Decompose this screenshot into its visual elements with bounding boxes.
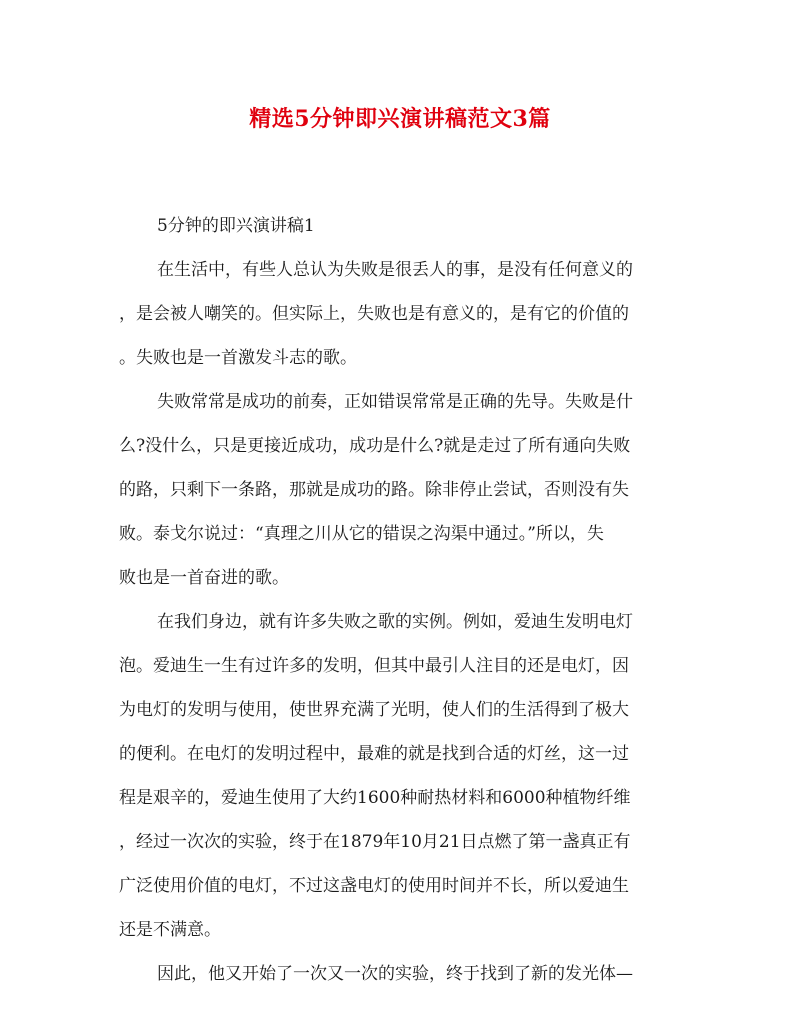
paragraph-line: 。失败也是一首激发斗志的歌。: [119, 348, 357, 368]
paragraph-line: ，经过一次次的实验，终于在1879年10月21日点燃了第一盏真正有: [119, 832, 631, 852]
paragraph-line: 的路，只剩下一条路，那就是成功的路。除非停止尝试，否则没有失: [119, 480, 629, 500]
paragraph-line: 程是艰辛的，爱迪生使用了大约1600种耐热材料和6000种植物纤维: [119, 788, 631, 808]
paragraph-line: 在生活中，有些人总认为失败是很丢人的事，是没有任何意义的: [157, 260, 633, 280]
paragraph-line: 泡。爱迪生一生有过许多的发明，但其中最引人注目的还是电灯，因: [119, 656, 629, 676]
paragraph-line: 因此，他又开始了一次又一次的实验，终于找到了新的发光体—: [157, 964, 633, 984]
paragraph-line: 么?没什么，只是更接近成功，成功是什么?就是走过了所有通向失败: [119, 436, 631, 456]
paragraph-line: 失败常常是成功的前奏，正如错误常常是正确的先导。失败是什: [157, 392, 633, 412]
paragraph-line: 败。泰戈尔说过：“真理之川从它的错误之沟渠中通过。”所以，失: [119, 524, 604, 544]
paragraph-line: 的便利。在电灯的发明过程中，最难的就是找到合适的灯丝，这一过: [119, 744, 629, 764]
paragraph-line: 广泛使用价值的电灯，不过这盏电灯的使用时间并不长，所以爱迪生: [119, 876, 629, 896]
paragraph-line: 在我们身边，就有许多失败之歌的实例。例如，爱迪生发明电灯: [157, 612, 633, 632]
paragraph-line: ，是会被人嘲笑的。但实际上，失败也是有意义的，是有它的价值的: [119, 304, 629, 324]
document-title: 精选5分钟即兴演讲稿范文3篇: [249, 106, 551, 132]
paragraph-line: 为电灯的发明与使用，使世界充满了光明，使人们的生活得到了极大: [119, 700, 629, 720]
paragraph-line: 还是不满意。: [119, 920, 221, 940]
section-heading: 5分钟的即兴演讲稿1: [157, 216, 315, 236]
paragraph-line: 败也是一首奋进的歌。: [119, 568, 289, 588]
